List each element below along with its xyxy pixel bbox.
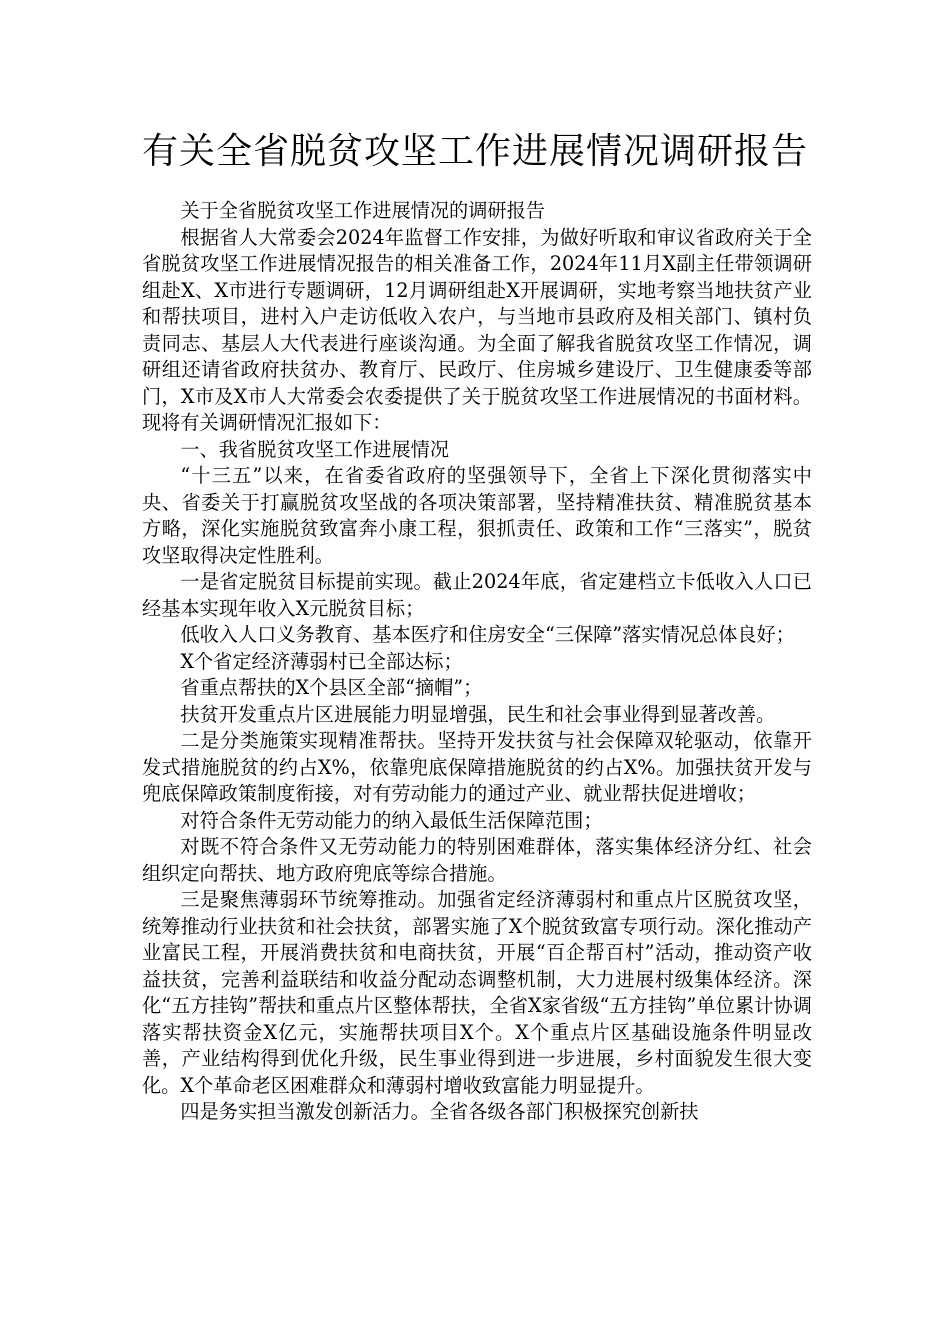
section-heading-1: 一、我省脱贫攻坚工作进展情况 bbox=[180, 437, 450, 461]
paragraph-point-1: 一是省定脱贫目标提前实现。截止2024年底，省定建档立卡低收入人口已经基本实现年收入X元脱贫目标； bbox=[142, 570, 812, 620]
paragraph-point-3: 三是聚焦薄弱环节统筹推动。加强省定经济薄弱村和重点片区脱贫攻坚，统筹推动行业扶贫和社会扶贫，部署实施了X个脱贫致富专项行动。深化推动产业富民工程，开展消费扶贫和电商扶贫，开展“百企帮百村”活动，推动资产收益扶贫，完善利益联结和收益分配动态调整机制，大力进展村级集体经济。深化“五方挂钩”帮扶和重点片区整体帮扶，全省X家省级“五方挂钩”单位累计协调落实帮扶资金X亿元，实施帮扶项目X个。X个重点片区基础设施条件明显改善，产业结构得到优化升级，民生事业得到进一步进展，乡村面貌发生很大变化。X个革命老区困难群众和薄弱村增收致富能力明显提升。 bbox=[142, 888, 812, 1097]
paragraph-point-2-item: 对既不符合条件又无劳动能力的特别困难群体，落实集体经济分红、社会组织定向帮扶、地方政府兜底等综合措施。 bbox=[142, 835, 812, 885]
document-body bbox=[142, 198, 812, 1126]
paragraph-point-2-item: 对符合条件无劳动能力的纳入最低生活保障范围； bbox=[180, 808, 603, 832]
paragraph-intro: 根据省人大常委会2024年监督工作安排，为做好听取和审议省政府关于全省脱贫攻坚工作进展情况报告的相关准备工作，2024年11月X副主任带领调研组赴X、X市进行专题调研，12月调研组赴X开展调研，实地考察当地扶贫产业和帮扶项目，进村入户走访低收入农户，与当地市县政府及相关部门、镇村负责同志、基层人大代表进行座谈沟通。为全面了解我省脱贫攻坚工作情况，调研组还请省政府扶贫办、教育厅、民政厅、住房城乡建设厅、卫生健康委等部门，X市及X市人大常委会农委提供了关于脱贫攻坚工作进展情况的书面材料。现将有关调研情况汇报如下： bbox=[142, 225, 812, 434]
paragraph-point-1-item: 省重点帮扶的X个县区全部“摘帽”； bbox=[180, 676, 483, 699]
paragraph-point-1-item: X个省定经济薄弱村已全部达标； bbox=[180, 649, 463, 673]
paragraph-overview: “十三五”以来，在省委省政府的坚强领导下，全省上下深化贯彻落实中央、省委关于打赢脱贫攻坚战的各项决策部署，坚持精准扶贫、精准脱贫基本方略，深化实施脱贫致富奔小康工程，狠抓责任、政策和工作“三落实”，脱贫攻坚取得决定性胜利。 bbox=[142, 464, 812, 567]
paragraph-subtitle: 关于全省脱贫攻坚工作进展情况的调研报告 bbox=[180, 199, 545, 222]
paragraph-point-4: 四是务实担当激发创新活力。全省各级各部门积极探究创新扶 bbox=[180, 1100, 699, 1123]
paragraph-point-2: 二是分类施策实现精准帮扶。坚持开发扶贫与社会保障双轮驱动，依靠开发式措施脱贫的约占X%，依靠兜底保障措施脱贫的约占X%。加强扶贫开发与兜底保障政策制度衔接，对有劳动能力的通过产业、就业帮扶促进增收； bbox=[142, 729, 812, 805]
paragraph-point-1-item: 低收入人口义务教育、基本医疗和住房安全“三保障”落实情况总体良好； bbox=[180, 623, 795, 646]
document-title: 有关全省脱贫攻坚工作进展情况调研报告 bbox=[141, 131, 808, 172]
paragraph-point-1-item: 扶贫开发重点片区进展能力明显增强，民生和社会事业得到显著改善。 bbox=[180, 702, 776, 726]
